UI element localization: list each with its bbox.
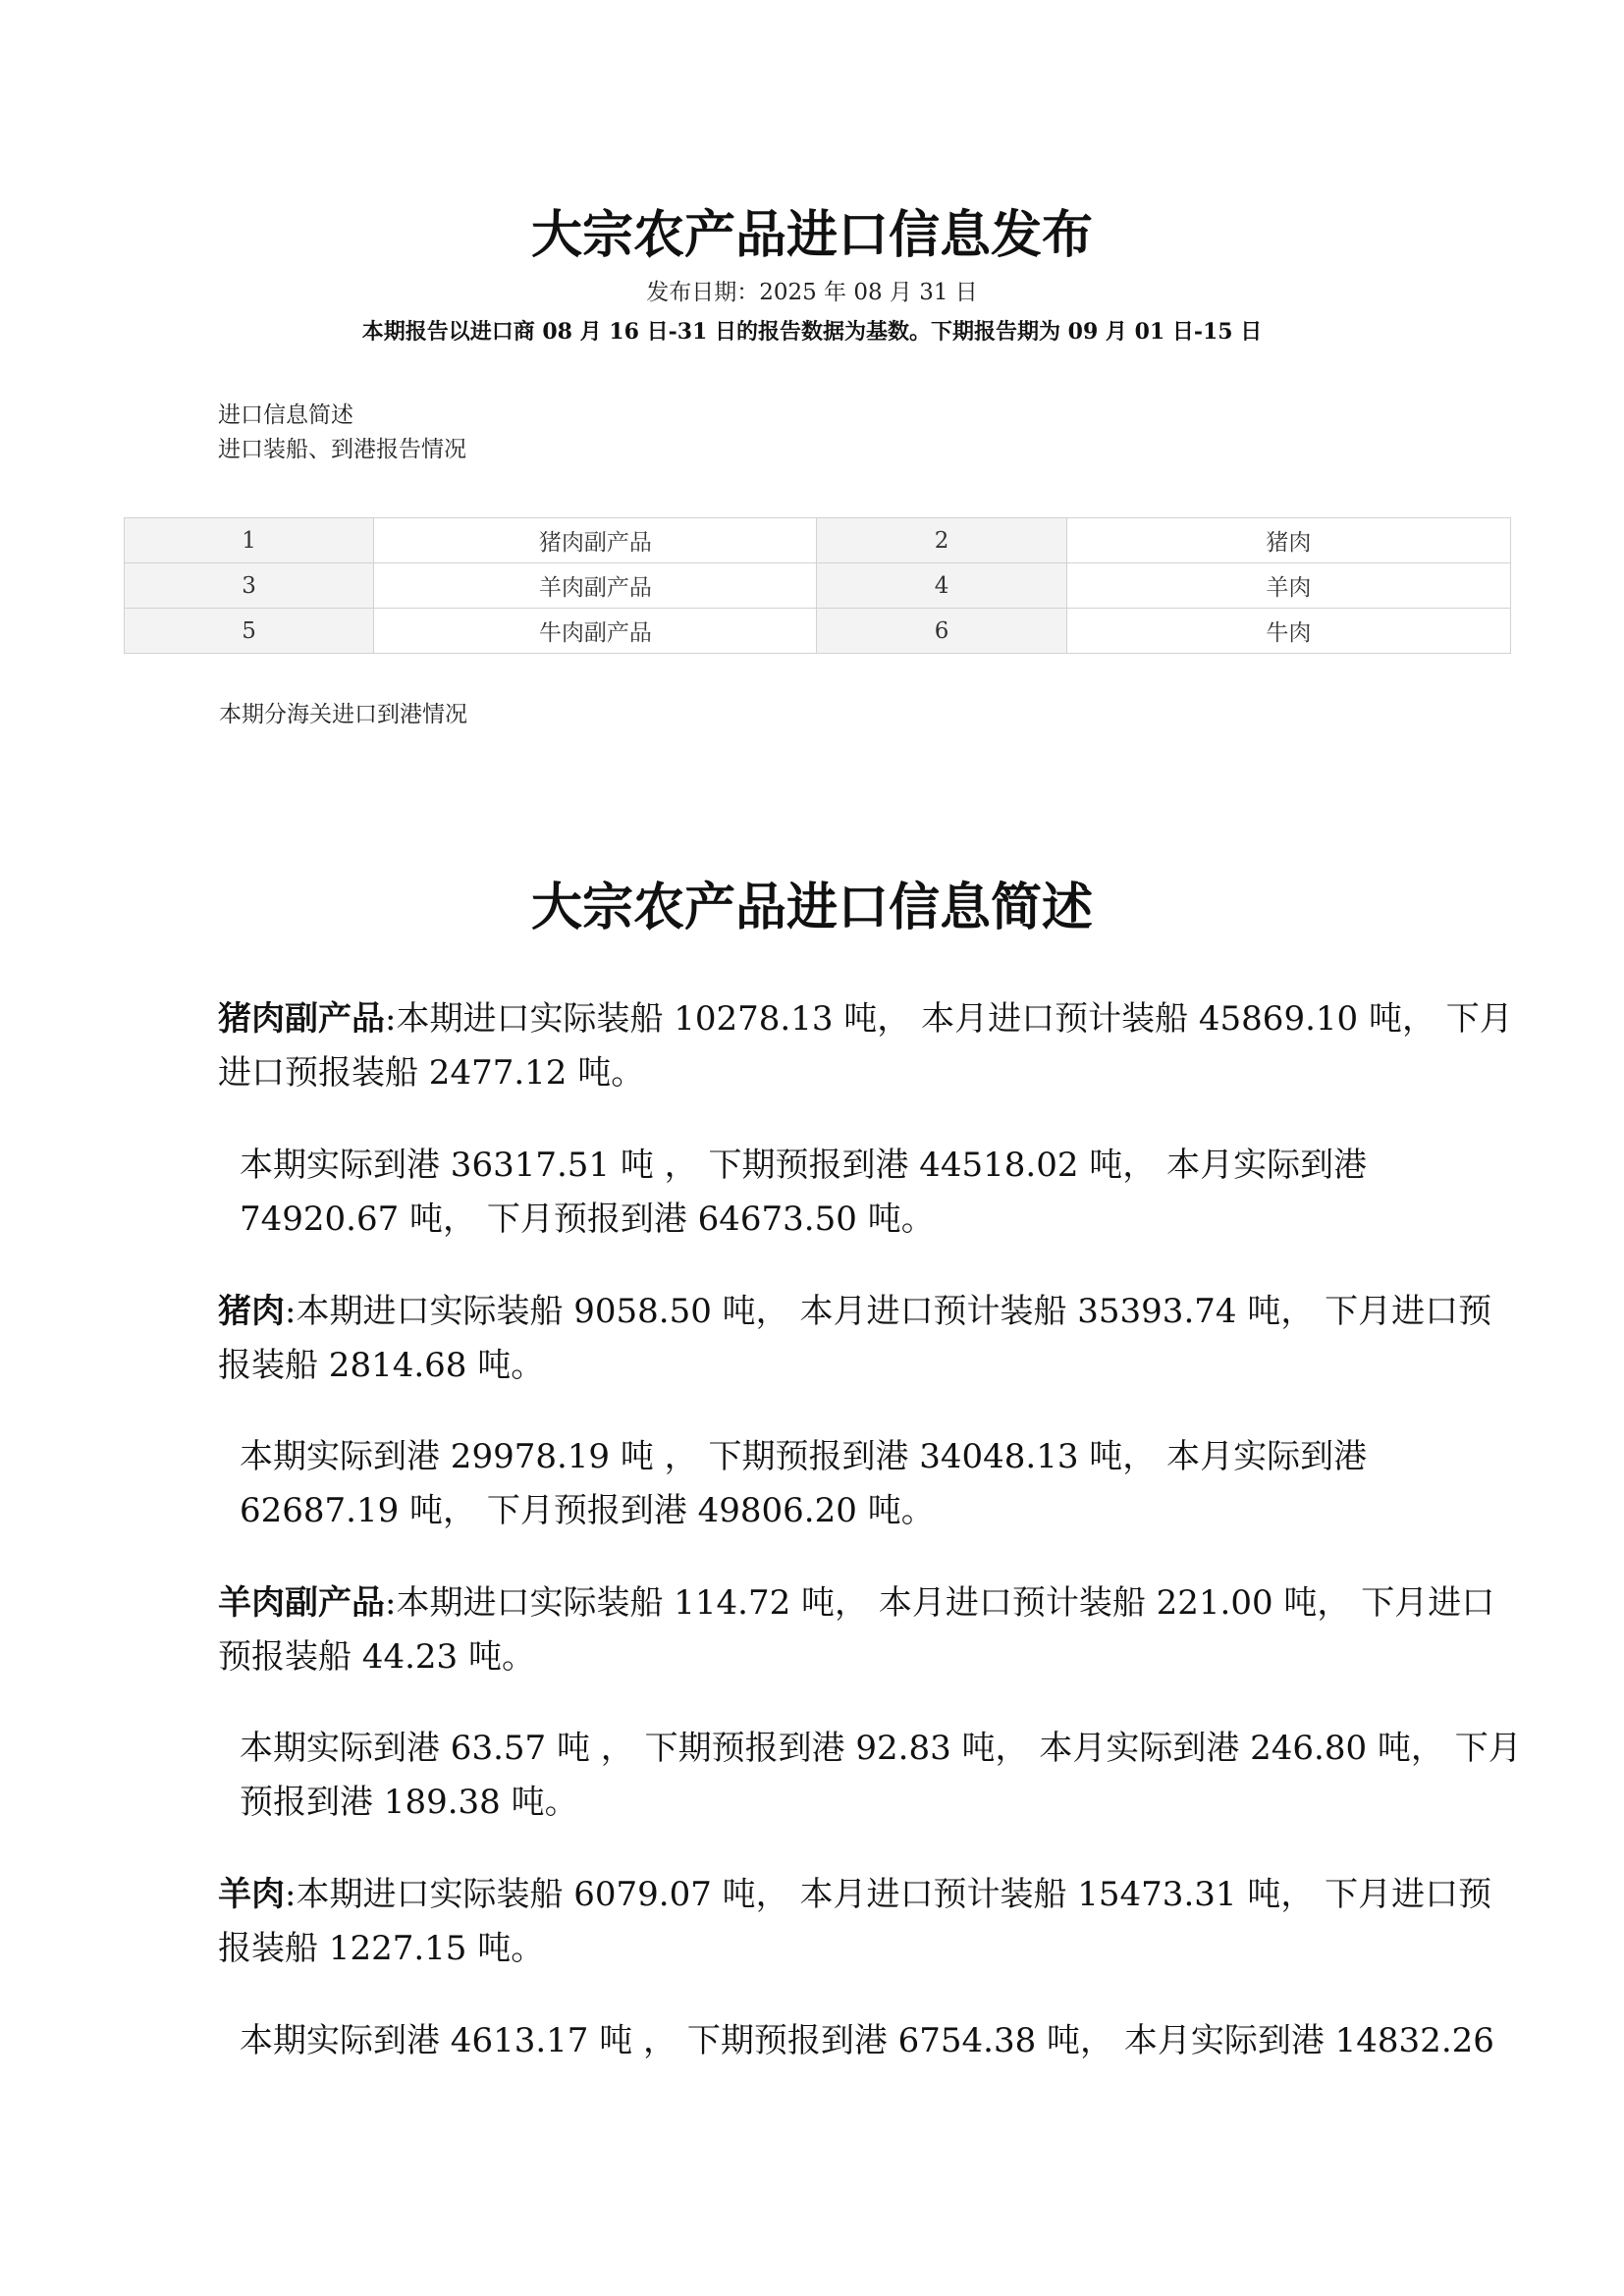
- category-number: 6: [817, 609, 1066, 654]
- table-row: [125, 609, 1511, 654]
- category-name: 猪肉: [1066, 518, 1510, 563]
- summary-arrival-paragraph: 本期实际到港 36317.51 吨 ， 下期预报到港 44518.02 吨， 本月实际到港 74920.67 吨， 下月预报到港 64673.50 吨。: [240, 1146, 1368, 1239]
- summary-shipping-paragraph: [218, 1868, 1514, 1976]
- page-title: 大宗农产品进口信息发布: [530, 205, 1093, 265]
- product-name: 羊肉: [218, 1875, 285, 1914]
- category-name: 羊肉副产品: [374, 563, 817, 609]
- category-table: [124, 517, 1511, 654]
- category-name: 猪肉副产品: [374, 518, 817, 563]
- summary-shipping-paragraph: [218, 992, 1514, 1100]
- category-number: 5: [125, 609, 374, 654]
- category-number: 4: [817, 563, 1066, 609]
- intro-label: 进口信息简述: [218, 402, 353, 428]
- category-number: 3: [125, 563, 374, 609]
- summary-arrival-paragraph: 本期实际到港 29978.19 吨 ， 下期预报到港 34048.13 吨， 本月实际到港 62687.19 吨， 下月预报到港 49806.20 吨。: [240, 1437, 1368, 1530]
- period-note: 本期报告以进口商 08 月 16 日-31 日的报告数据为基数。下期报告期为 09 月 01 日-15 日: [361, 319, 1263, 345]
- summary-arrival-paragraph: 本期实际到港 4613.17 吨 ， 下期预报到港 6754.38 吨， 本月实际到港 14832.26: [240, 2021, 1494, 2060]
- table-row: [125, 563, 1511, 609]
- product-name: 猪肉: [218, 1292, 285, 1331]
- customs-label: 本期分海关进口到港情况: [219, 702, 467, 727]
- category-number: 2: [817, 518, 1066, 563]
- shipping-text: :本期进口实际装船 10278.13 吨， 本月进口预计装船 45869.10 吨， 下月进口预报装船 2477.12 吨。: [218, 999, 1513, 1093]
- product-name: 羊肉副产品: [218, 1583, 385, 1623]
- shipping-text: :本期进口实际装船 114.72 吨， 本月进口预计装船 221.00 吨， 下月进口预报装船 44.23 吨。: [218, 1583, 1495, 1677]
- section-title: 大宗农产品进口信息简述: [530, 878, 1093, 937]
- category-name: 牛肉副产品: [374, 609, 817, 654]
- category-name: 牛肉: [1066, 609, 1510, 654]
- shipping-text: :本期进口实际装船 9058.50 吨， 本月进口预计装船 35393.74 吨， 下月进口预报装船 2814.68 吨。: [218, 1292, 1492, 1385]
- product-name: 猪肉副产品: [218, 999, 385, 1039]
- shipping-text: :本期进口实际装船 6079.07 吨， 本月进口预计装船 15473.31 吨， 下月进口预报装船 1227.15 吨。: [218, 1875, 1492, 1968]
- category-number: 1: [125, 518, 374, 563]
- summary-shipping-paragraph: [218, 1285, 1514, 1393]
- summary-shipping-paragraph: [218, 1576, 1514, 1684]
- category-name: 羊肉: [1066, 563, 1510, 609]
- publish-date: 发布日期：2025 年 08 月 31 日: [646, 280, 978, 305]
- shipping-label: 进口装船、到港报告情况: [218, 437, 466, 462]
- table-row: [125, 518, 1511, 563]
- summary-arrival-paragraph: 本期实际到港 63.57 吨 ， 下期预报到港 92.83 吨， 本月实际到港 246.80 吨， 下月预报到港 189.38 吨。: [240, 1729, 1522, 1822]
